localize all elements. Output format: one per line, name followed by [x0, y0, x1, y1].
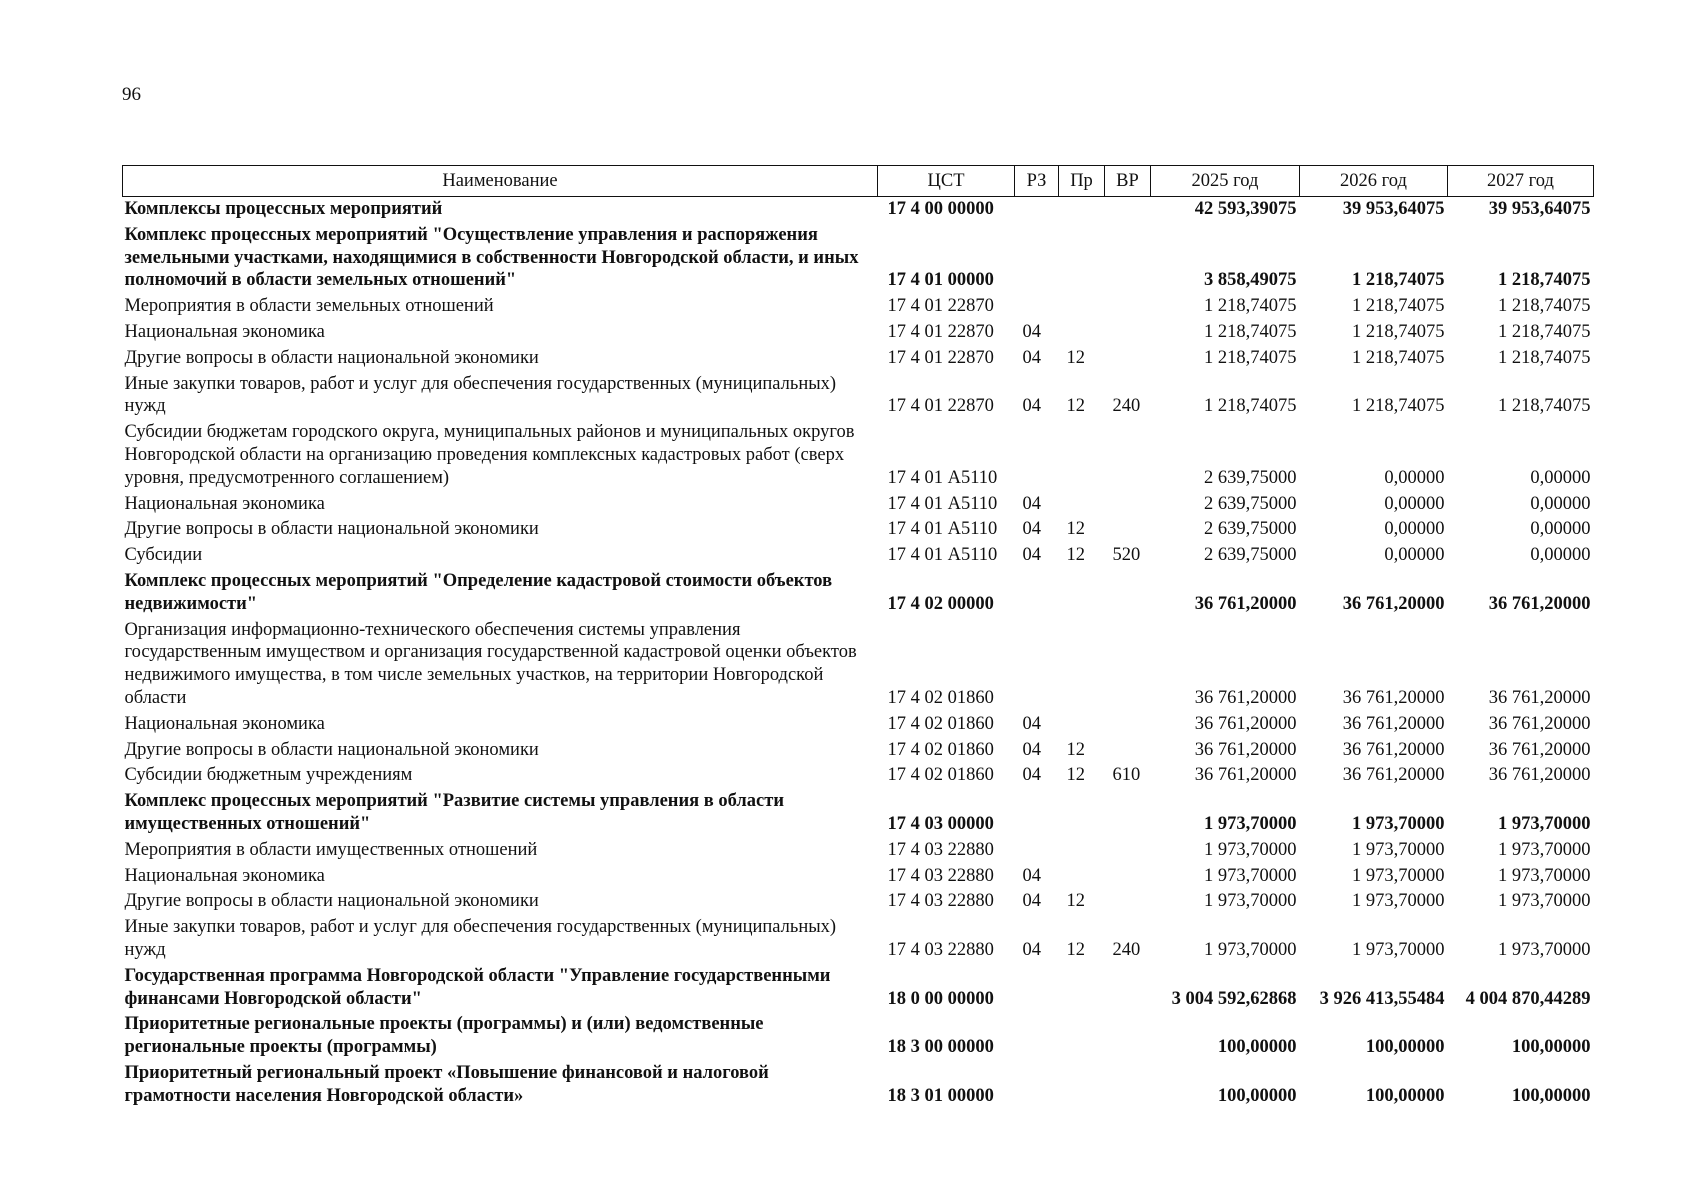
cell-name: Приоритетные региональные проекты (программы) и (или) ведомственные региональные проекты (программы): [124, 1014, 764, 1058]
header-2026: 2026 год: [1300, 166, 1448, 197]
cell-name: Национальная экономика: [124, 713, 325, 734]
table-row: [123, 889, 1594, 915]
cell-rz: [1015, 569, 1059, 618]
header-pr: Пр: [1059, 166, 1105, 197]
table-body: [123, 197, 1594, 1110]
table-row: [123, 294, 1594, 320]
table-row: [123, 1012, 1594, 1061]
cell-pr: 12: [1066, 891, 1085, 912]
table-header-row: [123, 166, 1594, 197]
page-number: 96: [122, 84, 141, 105]
table-row: [123, 864, 1594, 890]
cell-cst: 17 4 03 22880: [887, 939, 994, 960]
cell-y2027: 1 218,74075: [1498, 270, 1591, 291]
cell-vr: [1105, 1061, 1151, 1110]
cell-y2025: 3 004 592,62868: [1171, 988, 1297, 1009]
cell-cst: 17 4 01 А5110: [887, 519, 998, 540]
cell-vr: [1105, 320, 1151, 346]
cell-cst: 17 4 01 А5110: [887, 493, 998, 514]
cell-cst: 18 0 00 00000: [887, 988, 994, 1009]
cell-pr: [1059, 964, 1105, 1013]
cell-rz: 04: [1022, 739, 1041, 760]
cell-vr: [1105, 964, 1151, 1013]
cell-rz: 04: [1022, 545, 1041, 566]
cell-pr: [1059, 1061, 1105, 1110]
cell-y2025: 1 218,74075: [1204, 321, 1297, 342]
cell-pr: 12: [1066, 545, 1085, 566]
cell-vr: [1105, 789, 1151, 838]
cell-vr: 240: [1112, 939, 1141, 960]
cell-vr: [1105, 712, 1151, 738]
cell-vr: 520: [1112, 545, 1141, 566]
cell-rz: 04: [1022, 765, 1041, 786]
cell-pr: [1059, 420, 1105, 491]
cell-y2025: 36 761,20000: [1194, 713, 1297, 734]
cell-pr: 12: [1066, 519, 1085, 540]
cell-y2025: 1 218,74075: [1204, 296, 1297, 317]
cell-y2027: 100,00000: [1511, 1085, 1591, 1106]
cell-name: Национальная экономика: [124, 865, 325, 886]
cell-name: Мероприятия в области имущественных отношений: [124, 839, 538, 860]
cell-cst: 17 4 02 01860: [887, 713, 994, 734]
cell-cst: 17 4 03 22880: [887, 891, 994, 912]
cell-y2026: 36 761,20000: [1342, 687, 1445, 708]
cell-y2027: 0,00000: [1530, 545, 1591, 566]
cell-y2027: 1 973,70000: [1498, 939, 1591, 960]
cell-cst: 17 4 01 22870: [887, 396, 994, 417]
cell-vr: [1105, 420, 1151, 491]
cell-y2025: 100,00000: [1217, 1085, 1297, 1106]
cell-y2027: 36 761,20000: [1488, 593, 1591, 614]
cell-name: Приоритетный региональный проект «Повышение финансовой и налоговой грамотности населения Новгородской области»: [124, 1062, 769, 1106]
cell-cst: 18 3 00 00000: [887, 1037, 994, 1058]
table-row: [123, 543, 1594, 569]
cell-y2027: 1 973,70000: [1498, 813, 1591, 834]
cell-cst: 17 4 01 00000: [887, 270, 994, 291]
cell-y2025: 3 858,49075: [1204, 270, 1297, 291]
header-name: Наименование: [123, 166, 878, 197]
cell-name: Субсидии: [124, 545, 203, 566]
cell-cst: 17 4 01 А5110: [887, 467, 998, 488]
cell-rz: [1015, 789, 1059, 838]
cell-y2025: 1 973,70000: [1204, 813, 1297, 834]
table-row: [123, 372, 1594, 421]
cell-cst: 17 4 01 22870: [887, 347, 994, 368]
cell-y2027: 39 953,64075: [1488, 199, 1591, 219]
cell-y2025: 1 973,70000: [1204, 939, 1297, 960]
cell-rz: 04: [1022, 321, 1041, 342]
cell-name: Комплексы процессных мероприятий: [124, 199, 443, 219]
cell-rz: [1015, 420, 1059, 491]
cell-y2025: 2 639,75000: [1204, 493, 1297, 514]
cell-vr: [1105, 492, 1151, 518]
cell-vr: [1105, 889, 1151, 915]
cell-y2027: 36 761,20000: [1488, 739, 1591, 760]
table-row: [123, 738, 1594, 764]
cell-name: Комплекс процессных мероприятий "Развитие системы управления в области имущественных отношений": [124, 791, 784, 834]
cell-cst: 17 4 02 01860: [887, 687, 994, 708]
cell-name: Организация информационно-технического обеспечения системы управления государственным имуществом и организация государственной кадастровой оценки объектов недвижимого имущества, в том числе земельных участков, на территории Новгородской области: [124, 619, 857, 708]
cell-pr: 12: [1066, 396, 1085, 417]
cell-y2026: 1 218,74075: [1352, 270, 1445, 291]
cell-y2025: 36 761,20000: [1194, 593, 1297, 614]
cell-rz: [1015, 223, 1059, 294]
cell-y2027: 4 004 870,44289: [1465, 988, 1591, 1009]
table-row: [123, 763, 1594, 789]
header-2025: 2025 год: [1151, 166, 1300, 197]
cell-name: Другие вопросы в области национальной экономики: [124, 739, 539, 760]
table-row: [123, 197, 1594, 223]
table-row: [123, 915, 1594, 964]
cell-y2026: 100,00000: [1365, 1037, 1445, 1058]
cell-y2026: 3 926 413,55484: [1319, 988, 1445, 1009]
cell-y2026: 1 973,70000: [1352, 865, 1445, 886]
cell-rz: [1015, 1012, 1059, 1061]
cell-vr: 240: [1112, 396, 1141, 417]
cell-name: Другие вопросы в области национальной экономики: [124, 519, 539, 540]
table-row: [123, 320, 1594, 346]
cell-name: Другие вопросы в области национальной экономики: [124, 891, 539, 912]
cell-pr: [1059, 789, 1105, 838]
cell-vr: [1105, 223, 1151, 294]
cell-y2025: 42 593,39075: [1194, 199, 1297, 219]
cell-rz: [1015, 964, 1059, 1013]
cell-pr: [1059, 223, 1105, 294]
cell-pr: 12: [1066, 347, 1085, 368]
cell-vr: 610: [1112, 765, 1141, 786]
cell-name: Другие вопросы в области национальной экономики: [124, 347, 539, 368]
table-row: [123, 712, 1594, 738]
cell-pr: [1059, 1012, 1105, 1061]
cell-pr: [1059, 618, 1105, 712]
cell-rz: [1015, 838, 1059, 864]
cell-cst: 17 4 02 01860: [887, 739, 994, 760]
header-rz: РЗ: [1015, 166, 1059, 197]
cell-vr: [1105, 738, 1151, 764]
cell-y2026: 1 218,74075: [1352, 396, 1445, 417]
cell-vr: [1105, 346, 1151, 372]
cell-name: Субсидии бюджетным учреждениям: [124, 765, 413, 786]
cell-cst: 17 4 02 00000: [887, 593, 994, 614]
cell-name: Комплекс процессных мероприятий "Осуществление управления и распоряжения земельными участками, находящимися в собственности Новгородской области, и иных полномочий в области земельных отношений": [124, 224, 859, 291]
cell-name: Национальная экономика: [124, 493, 325, 514]
cell-y2025: 36 761,20000: [1194, 687, 1297, 708]
cell-vr: [1105, 864, 1151, 890]
cell-y2027: 36 761,20000: [1488, 765, 1591, 786]
cell-rz: 04: [1022, 865, 1041, 886]
cell-rz: [1015, 1061, 1059, 1110]
cell-name: Национальная экономика: [124, 321, 325, 342]
table-row: [123, 1061, 1594, 1110]
table-row: [123, 517, 1594, 543]
cell-rz: 04: [1022, 396, 1041, 417]
cell-y2026: 0,00000: [1384, 467, 1445, 488]
table-row: [123, 346, 1594, 372]
cell-pr: [1059, 569, 1105, 618]
cell-y2026: 36 761,20000: [1342, 713, 1445, 734]
cell-pr: [1059, 197, 1105, 223]
table-row: [123, 789, 1594, 838]
cell-y2027: 0,00000: [1530, 519, 1591, 540]
cell-y2026: 100,00000: [1365, 1085, 1445, 1106]
cell-y2025: 1 973,70000: [1204, 865, 1297, 886]
cell-y2027: 36 761,20000: [1488, 687, 1591, 708]
table-row: [123, 964, 1594, 1013]
cell-name: Иные закупки товаров, работ и услуг для обеспечения государственных (муниципальных) нужд: [124, 917, 837, 960]
cell-y2026: 36 761,20000: [1342, 765, 1445, 786]
cell-y2025: 36 761,20000: [1194, 739, 1297, 760]
cell-y2026: 36 761,20000: [1342, 593, 1445, 614]
cell-vr: [1105, 838, 1151, 864]
cell-cst: 17 4 03 22880: [887, 839, 994, 860]
cell-vr: [1105, 294, 1151, 320]
cell-pr: 12: [1066, 939, 1085, 960]
cell-y2027: 1 218,74075: [1498, 296, 1591, 317]
cell-y2027: 1 218,74075: [1498, 396, 1591, 417]
header-vr: ВР: [1105, 166, 1151, 197]
cell-cst: 17 4 03 22880: [887, 865, 994, 886]
cell-rz: [1015, 197, 1059, 223]
cell-pr: [1059, 712, 1105, 738]
cell-y2026: 1 973,70000: [1352, 813, 1445, 834]
cell-y2026: 1 973,70000: [1352, 891, 1445, 912]
cell-cst: 17 4 01 22870: [887, 296, 994, 317]
cell-vr: [1105, 618, 1151, 712]
cell-name: Мероприятия в области земельных отношений: [124, 296, 494, 317]
table-row: [123, 492, 1594, 518]
cell-rz: 04: [1022, 347, 1041, 368]
cell-y2026: 1 973,70000: [1352, 939, 1445, 960]
cell-cst: 18 3 01 00000: [887, 1085, 994, 1106]
cell-pr: [1059, 838, 1105, 864]
cell-vr: [1105, 1012, 1151, 1061]
cell-pr: 12: [1066, 739, 1085, 760]
cell-rz: 04: [1022, 939, 1041, 960]
cell-y2026: 1 218,74075: [1352, 296, 1445, 317]
cell-y2025: 100,00000: [1217, 1037, 1297, 1058]
cell-vr: [1105, 197, 1151, 223]
cell-cst: 17 4 01 А5110: [887, 545, 998, 566]
cell-y2027: 1 973,70000: [1498, 891, 1591, 912]
cell-name: Субсидии бюджетам городского округа, муниципальных районов и муниципальных округов Новгородской области на организацию проведения комплексных кадастровых работ (сверх уровня, предусмотренного соглашением): [124, 422, 855, 488]
cell-y2026: 1 973,70000: [1352, 839, 1445, 860]
table-row: [123, 420, 1594, 491]
cell-rz: [1015, 618, 1059, 712]
cell-y2027: 1 973,70000: [1498, 865, 1591, 886]
cell-name: Государственная программа Новгородской области "Управление государственными финансами Новгородской области": [124, 965, 831, 1009]
budget-table: [122, 165, 1594, 1109]
cell-y2027: 1 218,74075: [1498, 347, 1591, 368]
cell-rz: 04: [1022, 493, 1041, 514]
cell-y2025: 2 639,75000: [1204, 545, 1297, 566]
cell-y2027: 1 218,74075: [1498, 321, 1591, 342]
table-row: [123, 569, 1594, 618]
cell-y2025: 1 218,74075: [1204, 396, 1297, 417]
cell-name: Комплекс процессных мероприятий "Определение кадастровой стоимости объектов недвижимости": [124, 570, 833, 614]
cell-y2025: 36 761,20000: [1194, 765, 1297, 786]
cell-y2027: 100,00000: [1511, 1037, 1591, 1058]
table-row: [123, 838, 1594, 864]
cell-name: Иные закупки товаров, работ и услуг для обеспечения государственных (муниципальных) нужд: [124, 373, 837, 417]
table-row: [123, 618, 1594, 712]
cell-y2026: 36 761,20000: [1342, 739, 1445, 760]
cell-vr: [1105, 569, 1151, 618]
cell-cst: 17 4 00 00000: [887, 199, 994, 219]
cell-cst: 17 4 03 00000: [887, 813, 994, 834]
cell-y2027: 36 761,20000: [1488, 713, 1591, 734]
cell-y2026: 39 953,64075: [1342, 199, 1445, 219]
cell-y2026: 0,00000: [1384, 493, 1445, 514]
cell-pr: [1059, 320, 1105, 346]
cell-y2025: 1 218,74075: [1204, 347, 1297, 368]
cell-rz: 04: [1022, 713, 1041, 734]
cell-y2025: 1 973,70000: [1204, 891, 1297, 912]
cell-y2026: 1 218,74075: [1352, 321, 1445, 342]
cell-y2026: 0,00000: [1384, 519, 1445, 540]
cell-pr: [1059, 294, 1105, 320]
cell-pr: [1059, 864, 1105, 890]
cell-cst: 17 4 02 01860: [887, 765, 994, 786]
cell-y2025: 1 973,70000: [1204, 839, 1297, 860]
cell-cst: 17 4 01 22870: [887, 321, 994, 342]
cell-y2026: 0,00000: [1384, 545, 1445, 566]
cell-pr: 12: [1066, 765, 1085, 786]
cell-y2025: 2 639,75000: [1204, 519, 1297, 540]
cell-y2025: 2 639,75000: [1204, 467, 1297, 488]
cell-rz: 04: [1022, 891, 1041, 912]
cell-y2027: 0,00000: [1530, 467, 1591, 488]
cell-rz: 04: [1022, 519, 1041, 540]
table-row: [123, 223, 1594, 294]
cell-rz: [1015, 294, 1059, 320]
cell-pr: [1059, 492, 1105, 518]
cell-y2027: 1 973,70000: [1498, 839, 1591, 860]
cell-y2026: 1 218,74075: [1352, 347, 1445, 368]
cell-vr: [1105, 517, 1151, 543]
cell-y2027: 0,00000: [1530, 493, 1591, 514]
header-2027: 2027 год: [1448, 166, 1594, 197]
header-cst: ЦСТ: [878, 166, 1015, 197]
